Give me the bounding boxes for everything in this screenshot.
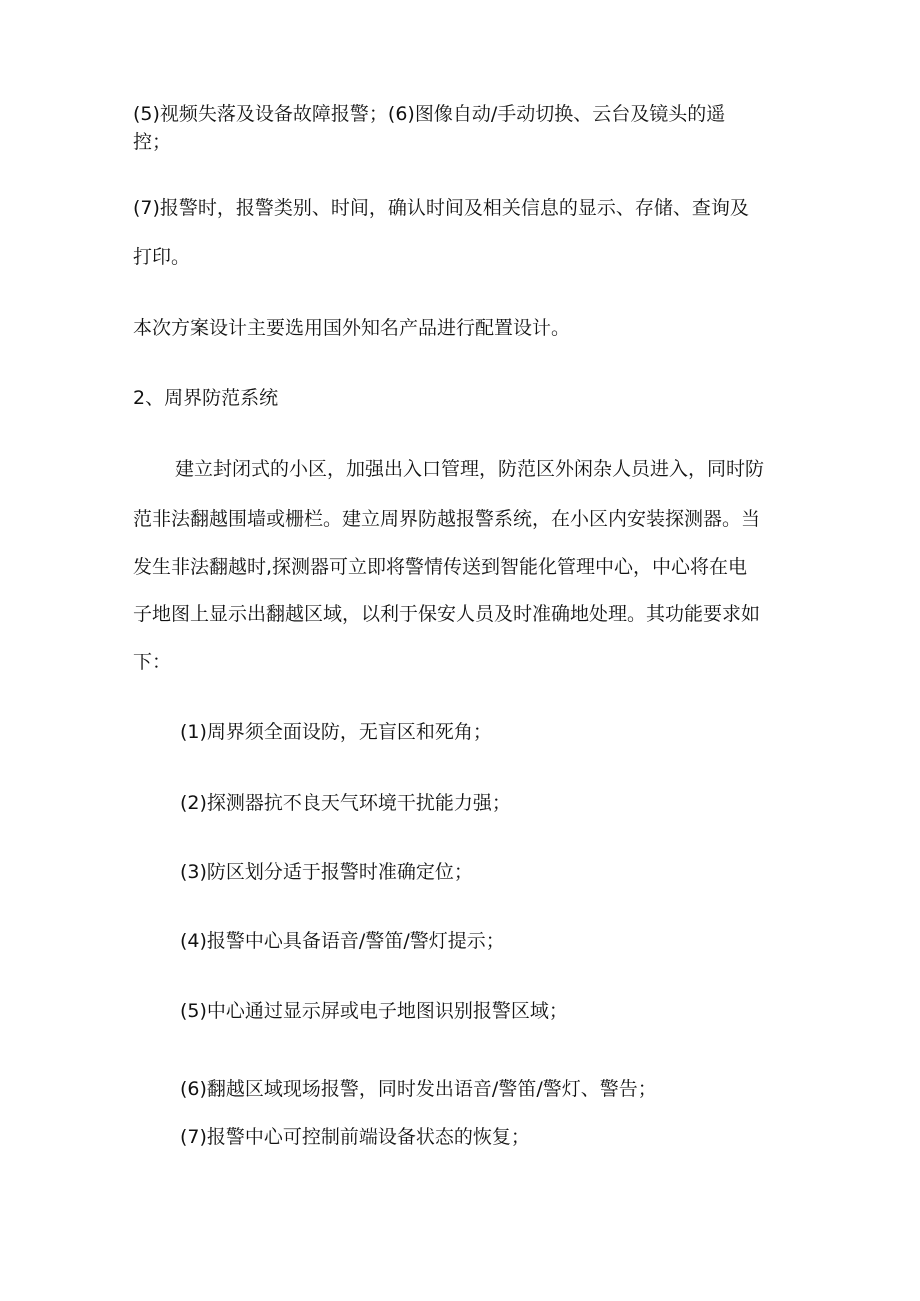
requirement-item: (3)防区划分适于报警时准确定位； bbox=[180, 861, 473, 883]
paragraph-alarm-info-line1: (7)报警时，报警类别、时间，确认时间及相关信息的显示、存储、查询及 bbox=[133, 197, 749, 219]
paragraph-perimeter-line4: 子地图上显示出翻越区域，以利于保安人员及时准确地处理。其功能要求如 bbox=[133, 603, 761, 625]
requirement-item: (2)探测器抗不良天气环境干扰能力强； bbox=[180, 792, 511, 814]
paragraph-video-alarm-line2: 控； bbox=[133, 131, 172, 153]
paragraph-design-note: 本次方案设计主要选用国外知名产品进行配置设计。 bbox=[133, 317, 571, 339]
section-heading-perimeter: 2、周界防范系统 bbox=[133, 387, 279, 409]
requirement-item: (7)报警中心可控制前端设备状态的恢复； bbox=[180, 1126, 530, 1148]
paragraph-video-alarm-line1: (5)视频失落及设备故障报警；(6)图像自动/手动切换、云台及镜头的遥 bbox=[133, 103, 726, 125]
paragraph-perimeter-line5: 下： bbox=[133, 651, 172, 673]
requirement-item: (6)翻越区域现场报警，同时发出语音/警笛/警灯、警告； bbox=[180, 1078, 657, 1100]
paragraph-perimeter-line1: 建立封闭式的小区，加强出入口管理，防范区外闲杂人员进入，同时防 bbox=[175, 458, 765, 480]
paragraph-perimeter-line3: 发生非法翻越时,探测器可立即将警情传送到智能化管理中心，中心将在电 bbox=[133, 556, 748, 578]
requirement-item: (1)周界须全面设防，无盲区和死角； bbox=[180, 721, 492, 743]
requirement-item: (4)报警中心具备语音/警笛/警灯提示； bbox=[180, 930, 505, 952]
requirement-item: (5)中心通过显示屏或电子地图识别报警区域； bbox=[180, 1000, 568, 1022]
paragraph-alarm-info-line2: 打印。 bbox=[133, 246, 191, 268]
paragraph-perimeter-line2: 范非法翻越围墙或栅栏。建立周界防越报警系统，在小区内安装探测器。当 bbox=[133, 508, 761, 530]
